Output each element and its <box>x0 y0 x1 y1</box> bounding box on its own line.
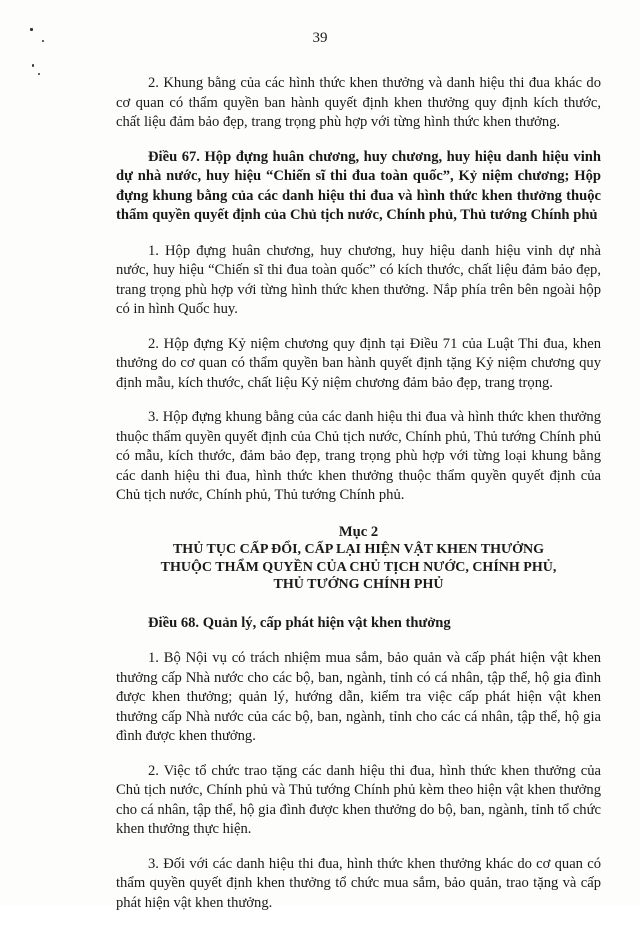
section-heading <box>116 524 601 594</box>
section-title-line-1: THỦ TỤC CẤP ĐỔI, CẤP LẠI HIỆN VẬT KHEN THƯỞNG <box>172 542 545 557</box>
article-67-title: Điều 67. Hộp đựng huân chương, huy chương, huy hiệu danh hiệu vinh dự nhà nước, huy hiệu “Chiến sĩ thi đua toàn quốc”, Kỷ niệm chương; Hộp đựng khung bằng của các danh hiệu thi đua và hình thức khen thưởng thuộc thẩm quyền quyết định của Chủ tịch nước, Chính phủ, Thủ tướng Chính phủ <box>116 148 601 223</box>
scan-mark <box>32 64 34 67</box>
article-68-paragraph-2: 2. Việc tổ chức trao tặng các danh hiệu thi đua, hình thức khen thưởng của Chủ tịch nước, Chính phủ và Thủ tướng Chính phủ kèm theo hiện vật khen thưởng cho cá nhân, tập thể, hộ gia đình được khen thưởng do bộ, ban, ngành, tỉnh tổ chức khen thưởng thực hiện. <box>116 762 601 837</box>
scan-mark <box>38 73 40 75</box>
article-67-paragraph-3: 3. Hộp đựng khung bằng của các danh hiệu thi đua và hình thức khen thưởng thuộc thẩm quyền quyết định của Chủ tịch nước, Chính phủ, Thủ tướng Chính phủ có mẫu, kích thước, đảm bảo đẹp, trang trọng phù hợp với từng loại khung bằng các danh hiệu thi đua, hình thức khen thưởng thuộc thẩm quyền quyết định của Chủ tịch nước, Chính phủ, Thủ tướng Chính phủ. <box>116 409 601 503</box>
page-number: 39 <box>312 30 328 46</box>
article-67-paragraph-1: 1. Hộp đựng huân chương, huy chương, huy hiệu danh hiệu vinh dự nhà nước, huy hiệu “Chiến sĩ thi đua toàn quốc” có kích thước, chất liệu đảm bảo đẹp, trang trọng phù hợp với từng hình thức khen thưởng. Nắp phía trên bên ngoài hộp có in hình Quốc huy. <box>116 242 601 317</box>
section-label: Mục 2 <box>338 523 379 540</box>
section-title-line-2: THUỘC THẨM QUYỀN CỦA CHỦ TỊCH NƯỚC, CHÍNH PHỦ, <box>160 559 557 575</box>
article-67-paragraph-2: 2. Hộp đựng Kỷ niệm chương quy định tại Điều 71 của Luật Thi đua, khen thưởng do cơ quan có thẩm quyền ban hành quyết định tặng Kỷ niệm chương quy định mẫu, kích thước, chất liệu Kỷ niệm chương đảm bảo đẹp, trang trọng. <box>116 335 601 391</box>
section-title-line-3: THỦ TƯỚNG CHÍNH PHỦ <box>273 577 444 592</box>
article-68-paragraph-1: 1. Bộ Nội vụ có trách nhiệm mua sắm, bảo quản và cấp phát hiện vật khen thưởng cấp Nhà nước cho các bộ, ban, ngành, tỉnh có cá nhân, tập thể, hộ gia đình được khen thưởng; quản lý, hướng dẫn, kiểm tra việc cấp phát hiện vật khen thưởng cấp Nhà nước của các bộ, ban, ngành, tỉnh cho các cá nhân, tập thể, hộ gia đình được khen thưởng. <box>116 650 601 744</box>
article-68-title: Điều 68. Quản lý, cấp phát hiện vật khen thưởng <box>148 614 451 631</box>
article-68-paragraph-3: 3. Đối với các danh hiệu thi đua, hình thức khen thưởng khác do cơ quan có thẩm quyền quyết định khen thưởng tổ chức mua sắm, bảo quản, trao tặng và cấp phát hiện vật khen thưởng. <box>116 855 601 911</box>
paragraph: 2. Khung bằng của các hình thức khen thưởng và danh hiệu thi đua khác do cơ quan có thẩm quyền ban hành quyết định khen thưởng quy định kích thước, chất liệu đảm bảo đẹp, trang trọng phù hợp với từng hình thức khen thưởng. <box>116 75 601 130</box>
document-body <box>116 74 601 928</box>
